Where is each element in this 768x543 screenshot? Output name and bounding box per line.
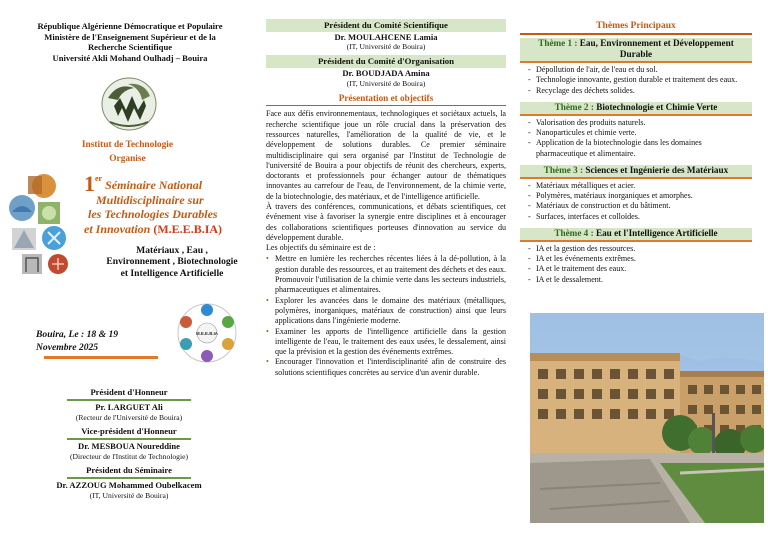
theme-number: Thème 1 : [538, 37, 578, 48]
presentation-paragraph: Face aux défis environnementaux, technologiques et sociétaux actuels, la recherche scientifique joue un rôle crucial dans la préservation des ressources naturelles, l'amélioration de la qualité de vie, et le développement de solutions durables. Ce premier séminaire multidisciplinaire qui sera organisé par l'Institut de Technologie de l'université de Bouira a pour objectifs de réunit des chercheurs, experts, doctorants et professionnels pour échanger autour de thématiques innovantes au carrefour de l'eau, de l'environnement, de la chimie verte, de la biotechnologie, des matériaux, et de l'intelligence artificielle. [266, 109, 506, 201]
objective-item [266, 327, 506, 358]
theme-block [520, 38, 752, 96]
seminar-title-line: Séminaire National [105, 178, 203, 192]
meebia-logo [176, 302, 238, 364]
date-underline [44, 356, 158, 359]
theme-point: - Application de la biotechnologie dans les domaines pharmaceutique et alimentaire. [528, 138, 752, 159]
organising-committee-affiliation: (IT, Université de Bouira) [346, 78, 426, 88]
presentation-body [266, 109, 506, 378]
role-title: Président du Séminaire [86, 465, 172, 475]
role-divider [67, 399, 191, 401]
honor-roles [4, 387, 254, 504]
science-collage-image [8, 172, 78, 278]
role-name: Pr. LARGUET Ali [95, 402, 163, 412]
role-name: Dr. AZZOUG Mohammed Oubelkacem [56, 480, 202, 490]
date-line-2: Novembre 2025 [36, 342, 99, 353]
theme-point: - Technologie innovante, gestion durable et traitement des eaux. [528, 75, 752, 85]
theme-point: - Surfaces, interfaces et colloïdes. [528, 212, 752, 222]
left-panel [0, 0, 258, 543]
header-line: Recherche Scientifique [87, 42, 173, 53]
official-header [14, 21, 246, 63]
theme-heading [520, 102, 752, 116]
organising-committee-title: Président du Comité d'Organisation [266, 55, 506, 68]
seminar-subtitle-line: et Intelligence Artificielle [120, 267, 224, 279]
presentation-divider [266, 105, 506, 107]
theme-point: - Matériaux de construction et du bâtiment. [528, 201, 752, 211]
theme-point: - Valorisation des produits naturels. [528, 118, 752, 128]
scientific-committee-affiliation: (IT, Université de Bouira) [346, 42, 426, 52]
role-block [4, 465, 254, 501]
objective-text: Mettre en lumière les recherches récentes liées à la dé-pollution, à la gestion durable des ressources, et au traitement des déchets et des eaux. Promouvoir l'utilisation de la chimie verte dans les secteurs industriels, pharmaceutiques et alimentaires. [275, 254, 506, 295]
bullet-icon: • [266, 357, 269, 367]
role-affiliation: (Directeur de l'Institut de Technologie) [70, 452, 188, 461]
bullet-icon: • [266, 295, 269, 305]
bullet-icon: • [266, 254, 269, 264]
theme-number: Thème 3 : [543, 164, 584, 175]
theme-heading [520, 165, 752, 179]
presentation-title: Présentation et objectifs [338, 92, 434, 103]
seminar-title-line: et Innovation [84, 221, 151, 236]
objectives-intro: Les objectifs du séminaire est de : [266, 243, 376, 253]
scientific-committee-title: Président du Comité Scientifique [266, 19, 506, 32]
themes-title: Thèmes Principaux [596, 20, 676, 31]
theme-name: Eau et l'Intelligence Artificielle [595, 227, 718, 238]
role-block [4, 387, 254, 423]
theme-point: - Matériaux métalliques et acier. [528, 181, 752, 191]
bullet-icon: • [266, 326, 269, 336]
theme-point: - IA et le dessalement. [528, 275, 752, 285]
organise-label: Organise [109, 154, 146, 164]
theme-block [520, 228, 752, 285]
objective-item [266, 254, 506, 295]
seminar-title [84, 172, 256, 236]
seminar-superscript: er [95, 174, 103, 183]
role-divider [67, 438, 191, 440]
institute-name: Institut de Technologie [81, 140, 174, 150]
seminar-title-line: Multidisciplinaire sur [96, 192, 204, 207]
seminar-acronym: (M.E.E.B.IA) [153, 221, 223, 236]
university-logo [100, 76, 158, 132]
themes-divider [520, 33, 752, 35]
role-block [4, 426, 254, 462]
scientific-committee-name: Dr. MOULAHCENE Lamia [334, 32, 438, 42]
role-affiliation: (Recteur de l'Université de Bouira) [75, 413, 183, 422]
objective-text: Explorer les avancées dans le domaine des matériaux (métalliques, polymères, inorganiques, matériaux de construction) ainsi que leurs applications dans l'ingénierie moderne. [275, 295, 506, 326]
theme-points [520, 118, 752, 159]
theme-name: Eau, Environnement et Développement Durable [579, 37, 734, 60]
theme-number: Thème 2 : [554, 101, 594, 112]
objectives-list [266, 254, 506, 378]
header-line: Ministère de l'Enseignement Supérieur et de la [44, 31, 216, 42]
role-title: Président d'Honneur [90, 387, 168, 397]
seminar-title-line: les Technologies Durables [88, 207, 218, 222]
organising-committee-name: Dr. BOUDJADA Amina [342, 68, 430, 79]
seminar-subtitle-line: Matériaux , Eau , [136, 245, 208, 256]
seminar-date [36, 328, 146, 354]
role-name: Dr. MESBOUA Noureddine [78, 441, 180, 451]
role-divider [67, 477, 191, 479]
presentation-paragraph: À travers des conférences, communications, et débats scientifiques, cet événement vise à favoriser la synergie entre disciplines et à encourager des collaborations scientifiques porteuses d'innovation au service du développement durable. [266, 201, 506, 242]
theme-points [520, 244, 752, 285]
objective-text: Examiner les apports de l'intelligence artificielle dans la gestion intelligente de l'eau, le traitement des eaux usées, le dessalement, ainsi que la prévision et la gestion des événements extrêmes. [275, 326, 506, 357]
theme-point: - IA et les événements extrêmes. [528, 254, 752, 264]
theme-point: - Dépollution de l'air, de l'eau et du sol. [528, 65, 752, 75]
theme-number: Thème 4 : [554, 227, 594, 238]
seminar-subtitle [96, 245, 248, 279]
theme-point: - IA et la gestion des ressources. [528, 244, 752, 254]
header-line: République Algérienne Démocratique et Populaire [37, 21, 223, 31]
theme-point: - IA et le traitement des eaux. [528, 264, 752, 274]
theme-point: - Recyclage des déchets solides. [528, 86, 752, 96]
theme-point: - Polymères, matériaux inorganiques et amorphes. [528, 191, 752, 201]
role-affiliation: (IT, Université de Bouira) [89, 491, 169, 500]
theme-block [520, 165, 752, 222]
theme-heading [520, 228, 752, 242]
campus-building-photo [530, 313, 764, 523]
theme-point: - Nanoparticules et chimie verte. [528, 128, 752, 138]
seminar-number: 1 [84, 171, 95, 196]
objective-item [266, 296, 506, 327]
institute-block [40, 138, 215, 166]
theme-heading [520, 38, 752, 64]
date-line-1: Bouira, Le : 18 & 19 [36, 329, 119, 340]
middle-panel [266, 0, 506, 543]
theme-block [520, 102, 752, 159]
seminar-subtitle-line: Environnement , Biotechnologie [106, 256, 238, 268]
right-panel [516, 0, 768, 543]
theme-name: Biotechnologie et Chimie Verte [596, 101, 718, 112]
theme-name: Sciences et Ingénierie des Matériaux [585, 164, 729, 175]
role-title: Vice-président d'Honneur [81, 426, 177, 436]
meebia-logo-text: M.E.E.B.IA [196, 331, 218, 336]
theme-points [520, 65, 752, 96]
header-line: Université Akli Mohand Oulhadj – Bouira [52, 52, 208, 63]
objective-text: Encourager l'innovation et l'interdisciplinarité afin de construire des solutions scientifiques concrètes au service d'un avenir durable. [275, 357, 506, 377]
theme-points [520, 181, 752, 222]
objective-item [266, 357, 506, 378]
